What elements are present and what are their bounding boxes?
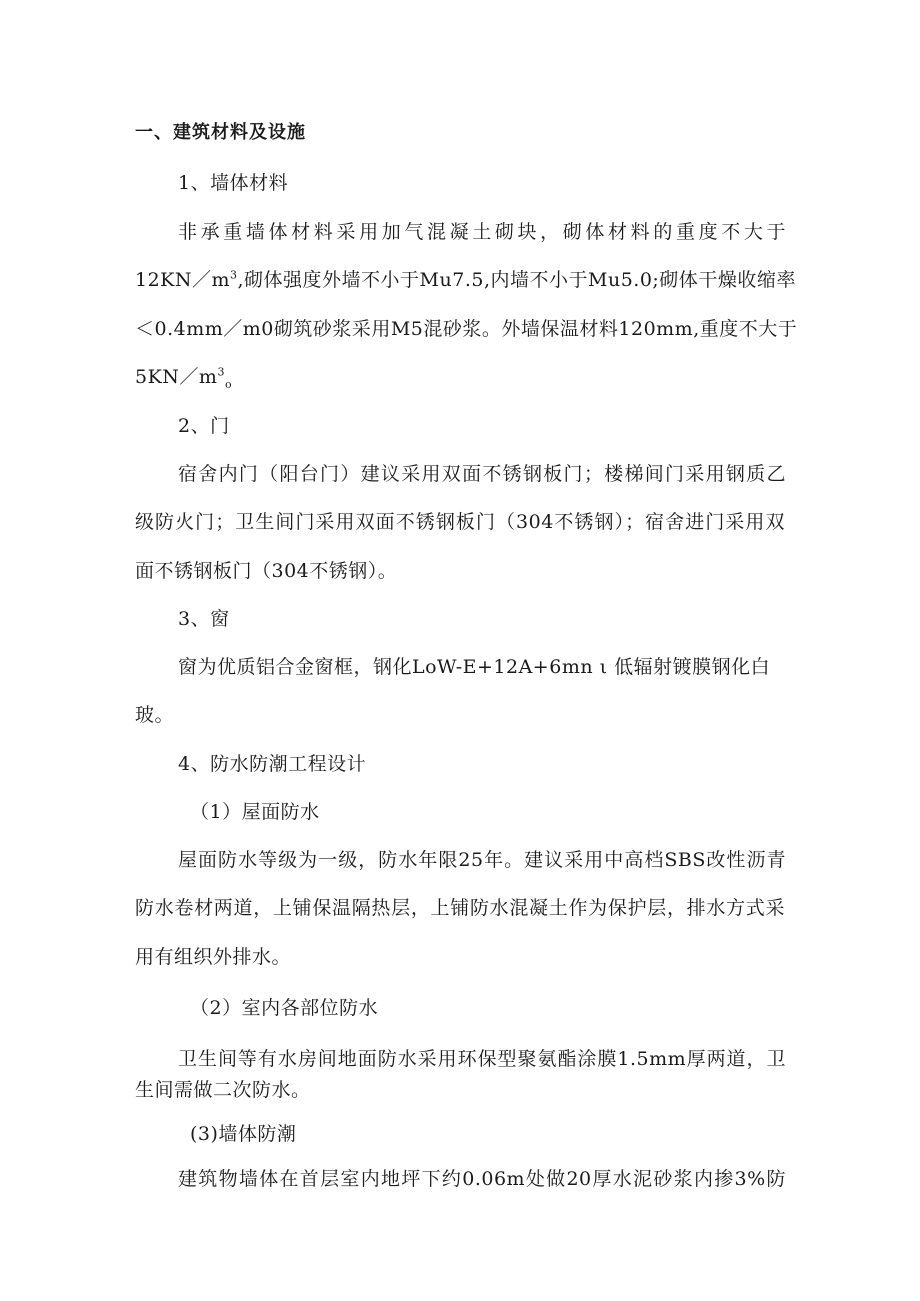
roof-line-2: 防水卷材两道，上铺保温隔热层，上铺防水混凝土作为保护层，排水方式采 [135, 897, 785, 919]
cubic-superscript: 3 [230, 268, 238, 282]
windows-heading: 3、窗 [178, 608, 230, 630]
windows-line-2: 玻。 [135, 704, 175, 726]
indoor-heading: （2）室内各部位防水 [190, 997, 379, 1019]
roof-line-1: 屋面防水等级为一级，防水年限25年。建议采用中高档SBS改性沥青 [178, 849, 786, 871]
indoor-line-2: 生间需做二次防水。 [135, 1079, 311, 1101]
cubic-superscript-2: 3 [217, 365, 225, 379]
walls-line-4 [135, 364, 232, 390]
walls-tail-mark: o [224, 377, 233, 391]
doors-line-3: 面不锈钢板门（304不锈钢）。 [135, 560, 398, 582]
doors-line-1: 宿舍内门（阳台门）建议采用双面不锈钢板门；楼梯间门采用钢质乙 [178, 463, 786, 485]
doors-line-2: 级防火门；卫生间门采用双面不锈钢板门（304不锈钢）；宿舍进门采用双 [135, 511, 785, 533]
walls-line-3: ＜0.4mm／m0砌筑砂浆采用M5混砂浆。外墙保温材料120mm,重度不大于 [135, 318, 798, 340]
windows-line-1: 窗为优质铝合金窗框，钢化LoW-E+12A+6mn ι 低辐射镀膜钢化白 [178, 656, 771, 678]
indoor-line-1: 卫生间等有水房间地面防水采用环保型聚氨酯涂膜1.5mm厚两道，卫 [178, 1048, 786, 1070]
waterproof-heading: 4、防水防潮工程设计 [178, 753, 367, 775]
walls-line-2b: ,砌体强度外墙不小于Mu7.5,内墙不小于Mu5.0;砌体干燥收缩率 [237, 269, 796, 291]
roof-line-3: 用有组织外排水。 [135, 946, 292, 968]
walls-heading: 1、墙体材料 [178, 172, 289, 194]
wall-damp-heading: (3)墙体防潮 [190, 1123, 297, 1145]
walls-line-2 [135, 267, 796, 293]
walls-line-2a: 12KN／m [135, 269, 231, 291]
roof-heading: （1）屋面防水 [190, 801, 320, 823]
doors-heading: 2、门 [178, 415, 230, 437]
walls-line-4a: 5KN／m [135, 366, 218, 388]
walls-line-1: 非承重墙体材料采用加气混凝土砌块，砌体材料的重度不大于 [178, 221, 786, 243]
section-title: 一、建筑材料及设施 [135, 122, 306, 143]
wall-damp-line-1: 建筑物墙体在首层室内地坪下约0.06m处做20厚水泥砂浆内掺3%防 [178, 1168, 786, 1190]
